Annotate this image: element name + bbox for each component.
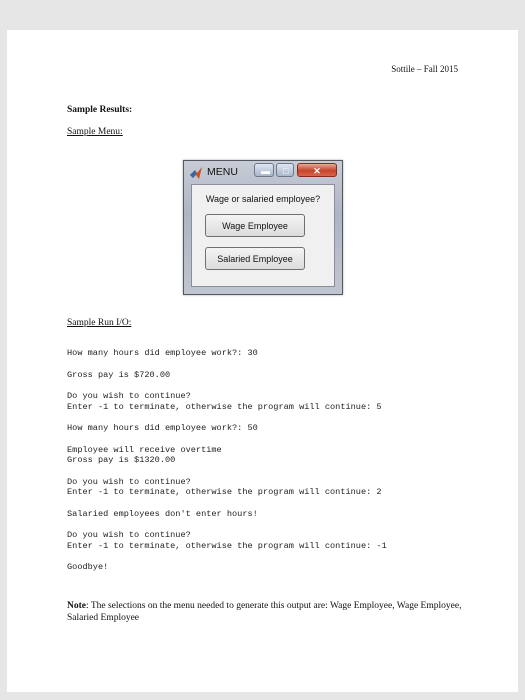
console-line: Goodbye! xyxy=(67,562,109,572)
sample-menu-caption: Sample Menu: xyxy=(67,127,123,137)
window-titlebar[interactable] xyxy=(184,161,342,183)
note-text: : The selections on the menu needed to generate this output are: Wage Employee, Wage Employee, Salaried Employee xyxy=(67,601,462,623)
console-line: Enter -1 to terminate, otherwise the program will continue: -1 xyxy=(67,540,387,551)
console-line: Employee will receive overtime xyxy=(67,444,222,455)
console-line: Gross pay is $720.00 xyxy=(67,369,171,380)
sample-results-heading: Sample Results: xyxy=(67,105,133,115)
console-block xyxy=(67,391,387,412)
console-block xyxy=(67,348,387,359)
matlab-app-icon xyxy=(190,166,202,178)
menu-prompt: Wage or salaried employee? xyxy=(205,194,321,204)
console-block xyxy=(67,445,387,466)
maximize-icon: □ xyxy=(283,166,289,176)
console-line: Enter -1 to terminate, otherwise the program will continue: 5 xyxy=(67,401,382,412)
console-block xyxy=(67,562,387,573)
menu-window xyxy=(183,160,343,295)
console-output xyxy=(67,348,387,584)
console-block xyxy=(67,370,387,381)
note-label: Note xyxy=(67,601,86,611)
console-line: Salaried employees don't enter hours! xyxy=(67,508,258,519)
console-line: Do you wish to continue? xyxy=(67,391,191,401)
console-line: How many hours did employee work?: 50 xyxy=(67,423,258,433)
course-header: Sottile – Fall 2015 xyxy=(391,64,458,74)
minimize-icon: ▬ xyxy=(261,166,270,176)
console-line: How many hours did employee work?: 30 xyxy=(67,348,258,358)
wage-employee-button[interactable]: Wage Employee xyxy=(205,214,305,237)
maximize-button[interactable] xyxy=(276,163,294,177)
console-block xyxy=(67,509,387,520)
console-block xyxy=(67,423,387,434)
close-button[interactable] xyxy=(297,163,337,177)
console-line: Gross pay is $1320.00 xyxy=(67,455,176,465)
salaried-employee-button[interactable]: Salaried Employee xyxy=(205,247,305,270)
console-line: Do you wish to continue? xyxy=(67,530,191,540)
sample-run-caption: Sample Run I/O: xyxy=(67,318,132,328)
window-title: MENU xyxy=(207,166,238,178)
note-paragraph xyxy=(67,600,467,624)
document-page xyxy=(7,30,518,692)
minimize-button[interactable] xyxy=(254,163,274,177)
console-line: Enter -1 to terminate, otherwise the program will continue: 2 xyxy=(67,487,382,497)
window-client-area xyxy=(191,184,335,287)
console-line: Do you wish to continue? xyxy=(67,476,191,487)
console-block xyxy=(67,530,387,551)
close-icon: ✕ xyxy=(313,166,321,176)
console-block xyxy=(67,477,387,498)
